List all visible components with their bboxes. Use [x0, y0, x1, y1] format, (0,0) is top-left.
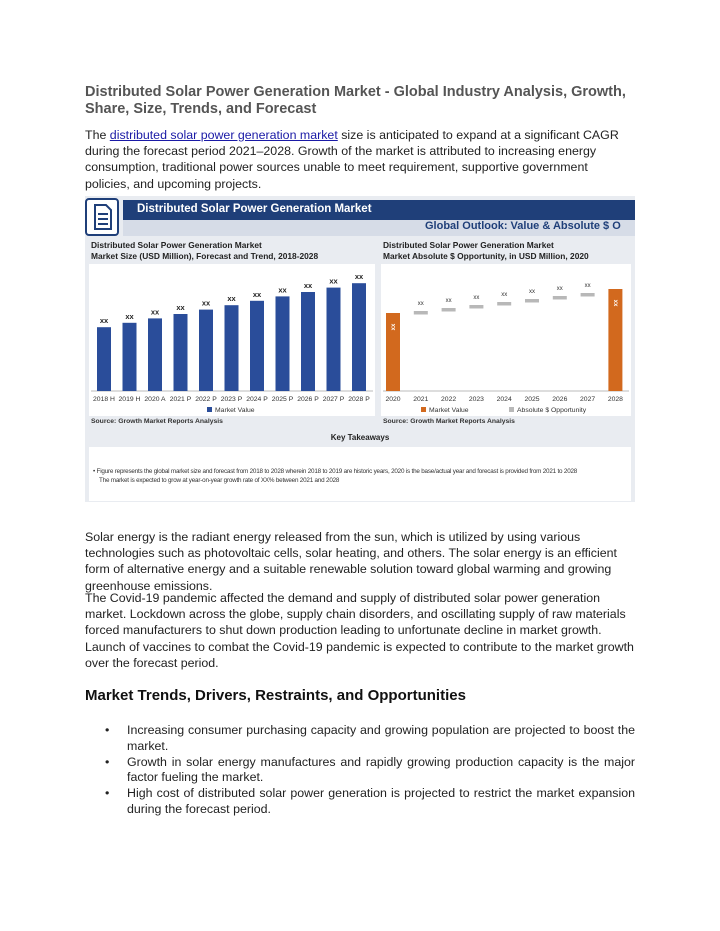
list-item	[85, 723, 635, 755]
section-heading: Market Trends, Drivers, Restraints, and Opportunities	[85, 687, 466, 704]
list-item-text: Increasing consumer purchasing capacity and growing population are projected to boost the market.	[127, 723, 635, 753]
list-item-text: High cost of distributed solar power generation is projected to restrict the market expansion during the forecast period.	[127, 786, 635, 816]
bar-data-label: xx	[252, 289, 262, 299]
bar-data-label: xx	[227, 294, 236, 304]
bar-market-value	[123, 323, 137, 391]
bar-data-label: xx	[303, 281, 313, 290]
banner-subtitle: Global Outlook: Value & Absolute $ O	[425, 220, 621, 232]
list-item	[85, 786, 635, 818]
bar-absolute-opportunity	[525, 299, 539, 303]
bar-data-label: xx	[584, 283, 591, 289]
bar-data-label: xx	[501, 292, 508, 298]
intro-paragraph	[85, 127, 635, 192]
x-tick-label: 2021 P	[169, 396, 192, 403]
bar-market-value	[225, 305, 239, 391]
bar-data-label: xx	[556, 286, 563, 292]
bar-absolute-opportunity	[553, 296, 567, 300]
bar-market-value	[148, 318, 162, 391]
key-takeaways-box	[89, 447, 631, 501]
right-heading-line2: Market Absolute $ Opportunity, in USD Million, 2020	[383, 251, 589, 261]
x-tick-label: 2022 P	[195, 396, 217, 403]
x-tick-label: 2023	[468, 396, 484, 403]
right-source: Source: Growth Market Reports Analysis	[383, 418, 515, 425]
bar-data-label: xx	[150, 307, 160, 317]
x-tick-label: 2019 H	[118, 396, 141, 403]
right-chart-panel	[381, 264, 631, 416]
bar-data-label: xx	[529, 289, 535, 295]
x-tick-label: 2020	[385, 396, 401, 403]
list-item-text: Growth in solar energy manufactures and rapidly growing production capacity is the major factor fueling the market.	[127, 754, 635, 785]
market-size-chart	[89, 264, 375, 416]
x-tick-label: 2025	[524, 396, 540, 403]
list-item	[85, 755, 635, 787]
infographic-banner	[85, 196, 635, 236]
bullet-icon: •	[105, 754, 110, 769]
bar-data-label: xx	[354, 272, 364, 282]
key-takeaway-2: The market is expected to grow at year-on-year growth rate of XX% between 2021 and 2028	[99, 477, 340, 484]
bar-absolute-opportunity	[581, 293, 595, 297]
bar-market-value	[97, 327, 111, 391]
bar-data-label: xx	[201, 298, 211, 308]
legend-label-market-value: Market Value	[215, 407, 255, 414]
market-infographic	[85, 196, 635, 502]
bar-absolute-opportunity	[442, 308, 456, 312]
bar-data-label: xx	[176, 303, 185, 312]
bar-data-label: xx	[329, 276, 338, 286]
x-tick-label: 2026 P	[297, 396, 319, 403]
bar-data-label: xx	[473, 295, 480, 301]
x-tick-label: 2020 A	[144, 396, 166, 403]
page-title: Distributed Solar Power Generation Market - Global Industry Analysis, Growth, Share, Size, Trends, and Forecast	[85, 84, 626, 117]
paragraph-covid: The Covid-19 pandemic affected the demand and supply of distributed solar power generation market. Lockdown across the globe, supply chain disorders, and oscillating supply of raw materials forced manufacturers to shut down production leading to unfortunate decline in market growth. Launch of vaccines to combat the Covid-19 pandemic is expected to contribute to the market growth over the forecast period.	[85, 591, 634, 670]
bar-data-label: xx	[417, 301, 424, 307]
key-takeaway-1: • Figure represents the global market size and forecast from 2018 to 2028 wherein 2018 to 2019 are historic years, 2020 is the base/actual year and forecast is provided from 2021 to 2028	[93, 468, 578, 475]
x-tick-label: 2028 P	[348, 396, 370, 403]
bar-absolute-opportunity	[469, 305, 483, 309]
trends-list	[85, 723, 635, 818]
x-tick-label: 2018 H	[93, 396, 115, 403]
banner-title: Distributed Solar Power Generation Market	[137, 203, 372, 215]
bar-data-label: xx	[445, 298, 452, 304]
left-heading-line1: Distributed Solar Power Generation Market	[91, 240, 262, 250]
bullet-icon: •	[105, 723, 110, 737]
bar-market-value	[199, 310, 213, 391]
bar-market-value	[301, 292, 315, 391]
legend-label-absolute-opportunity: Absolute $ Opportunity	[517, 407, 587, 414]
left-source: Source: Growth Market Reports Analysis	[91, 418, 223, 425]
x-tick-label: 2021	[413, 396, 429, 403]
x-tick-label: 2025 P	[271, 396, 294, 403]
bar-market-value	[250, 301, 264, 391]
market-link[interactable]: distributed solar power generation market	[109, 128, 338, 142]
left-panel-heading	[91, 240, 318, 262]
bar-market-value	[327, 288, 341, 391]
legend-label-market-value: Market Value	[429, 407, 469, 414]
absolute-opportunity-chart	[381, 264, 631, 416]
bar-data-label: xx	[278, 285, 287, 295]
legend-swatch-market-value	[207, 407, 212, 412]
legend-swatch-market-value	[421, 407, 426, 412]
x-tick-label: 2027 P	[322, 396, 345, 403]
bar-data-label: xx	[391, 323, 397, 331]
paragraph-solar-energy: Solar energy is the radiant energy released from the sun, which is utilized by using various technologies such as photovoltaic cells, solar heating, and others. The solar energy is an efficient form of alternative energy and a suitable renewable solution toward global warming and growing greenhouse emissions.	[85, 530, 617, 593]
legend-swatch-absolute-opportunity	[509, 407, 514, 412]
bar-data-label: xx	[99, 316, 109, 326]
x-tick-label: 2028	[607, 396, 623, 403]
left-chart-panel	[89, 264, 375, 416]
intro-prefix: The	[85, 128, 110, 142]
right-heading-line1: Distributed Solar Power Generation Market	[383, 240, 554, 250]
x-tick-label: 2027	[580, 396, 596, 403]
bullet-icon: •	[105, 786, 110, 801]
bar-market-value	[352, 283, 366, 391]
right-panel-heading	[383, 240, 589, 262]
bar-market-value	[174, 314, 188, 391]
left-heading-line2: Market Size (USD Million), Forecast and Trend, 2018-2028	[91, 251, 319, 261]
bar-market-value	[276, 296, 290, 391]
bar-data-label: xx	[125, 311, 134, 321]
x-tick-label: 2026	[552, 396, 568, 403]
key-takeaways-heading: Key Takeaways	[330, 433, 390, 442]
x-tick-label: 2024 P	[246, 396, 268, 403]
bar-data-label: xx	[613, 299, 620, 307]
document-icon	[85, 198, 119, 236]
bar-absolute-opportunity	[497, 302, 511, 306]
bar-absolute-opportunity	[414, 311, 428, 315]
x-tick-label: 2024	[496, 396, 512, 403]
x-tick-label: 2022	[441, 396, 457, 403]
intro-rest: size is anticipated to expand at a significant CAGR during the forecast period 2021–2028. Growth of the market is attributed to increasing energy consumption, traditional power sources unable to meet requirement, supportive government policies, and upcoming projects.	[85, 128, 619, 191]
key-takeaways-text	[93, 467, 633, 485]
x-tick-label: 2023 P	[220, 396, 243, 403]
